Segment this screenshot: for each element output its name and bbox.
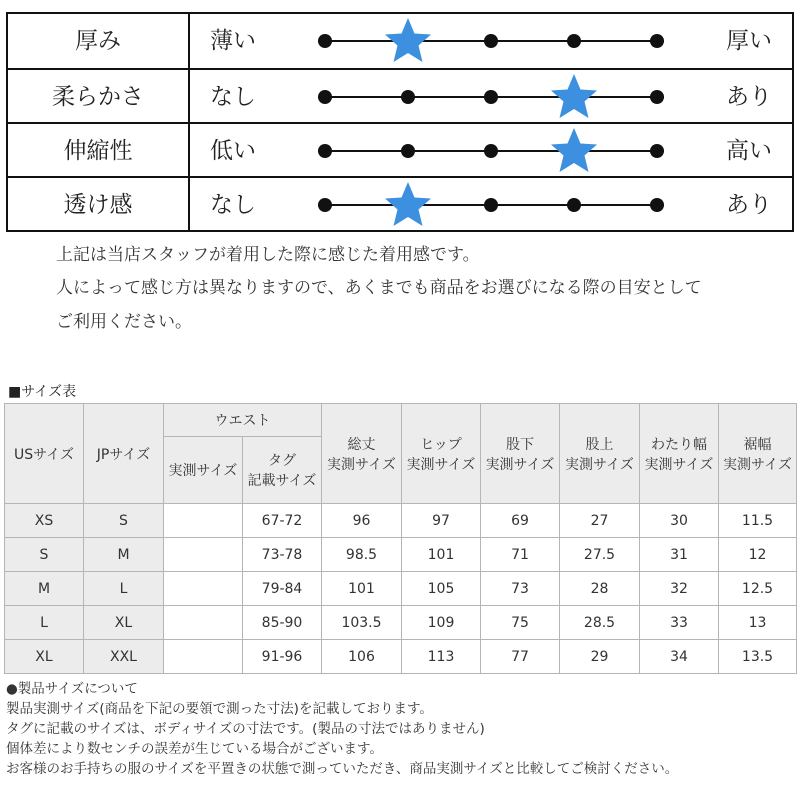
us-size-cell: S bbox=[5, 538, 84, 572]
scale-dot bbox=[401, 90, 415, 104]
rating-star-icon bbox=[550, 126, 598, 174]
measurement-cell: 69 bbox=[481, 504, 560, 538]
size-row bbox=[5, 606, 797, 640]
rating-scale bbox=[308, 70, 674, 124]
feel-rating-table bbox=[6, 12, 794, 232]
jp-size-cell: S bbox=[84, 504, 164, 538]
scale-dot bbox=[650, 34, 664, 48]
measurement-cell: 28.5 bbox=[560, 606, 640, 640]
header-sub: 実測サイズ bbox=[723, 456, 792, 473]
header-sub: 実測サイズ bbox=[327, 456, 396, 473]
measurement-cell: 101 bbox=[402, 538, 481, 572]
measurement-cell: 98.5 bbox=[322, 538, 402, 572]
header-sub: 実測サイズ bbox=[485, 456, 555, 473]
fit-note-line: 人によって感じ方は異なりますので、あくまでも商品をお選びになる際の目安として bbox=[56, 278, 702, 298]
measurement-cell: 109 bbox=[402, 606, 481, 640]
feel-label: 透け感 bbox=[63, 192, 133, 218]
feel-low-label: なし bbox=[210, 84, 256, 110]
scale-dot bbox=[401, 144, 415, 158]
scale-dot bbox=[484, 34, 498, 48]
scale-dot bbox=[567, 198, 581, 212]
scale-dot bbox=[650, 198, 664, 212]
header-total-length bbox=[322, 404, 402, 504]
measurement-cell: 34 bbox=[640, 640, 719, 674]
header-waist: ウエスト bbox=[164, 404, 322, 437]
measurement-cell: 105 bbox=[402, 572, 481, 606]
jp-size-cell: XXL bbox=[84, 640, 164, 674]
rating-star-icon bbox=[384, 16, 432, 64]
measurement-cell: 32 bbox=[640, 572, 719, 606]
header-rise bbox=[560, 404, 640, 504]
measurement-cell: 11.5 bbox=[719, 504, 797, 538]
feel-row-thickness bbox=[8, 14, 792, 68]
measurement-cell: 31 bbox=[640, 538, 719, 572]
measurement-cell: 71 bbox=[481, 538, 560, 572]
header-name: ヒップ bbox=[420, 436, 462, 453]
measurement-cell: 12 bbox=[719, 538, 797, 572]
header-thigh-width bbox=[640, 404, 719, 504]
footer-line: 個体差により数センチの誤差が生じている場合がございます。 bbox=[6, 741, 383, 757]
measurement-cell: 77 bbox=[481, 640, 560, 674]
size-row bbox=[5, 572, 797, 606]
footer-line: タグに記載のサイズは、ボディサイズの寸法です。(製品の寸法ではありません) bbox=[6, 721, 485, 737]
rating-star-icon bbox=[550, 72, 598, 120]
size-table-title: ■サイズ表 bbox=[8, 384, 77, 400]
feel-low-label: 低い bbox=[210, 138, 256, 164]
header-name: 裾幅 bbox=[743, 436, 772, 453]
waist-tag-cell: 79-84 bbox=[243, 572, 322, 606]
rating-scale bbox=[308, 124, 674, 178]
measurement-cell: 27 bbox=[560, 504, 640, 538]
size-row bbox=[5, 504, 797, 538]
size-row bbox=[5, 640, 797, 674]
measurement-cell: 12.5 bbox=[719, 572, 797, 606]
scale-dot bbox=[567, 34, 581, 48]
waist-tag-cell: 91-96 bbox=[243, 640, 322, 674]
header-hem-width bbox=[719, 404, 797, 504]
fit-note-line: 上記は当店スタッフが着用した際に感じた着用感です。 bbox=[56, 245, 480, 265]
feel-high-label: 厚い bbox=[726, 28, 772, 54]
scale-dot bbox=[318, 34, 332, 48]
waist-measured-cell bbox=[164, 538, 243, 572]
feel-label: 厚み bbox=[75, 28, 121, 54]
header-name: 股下 bbox=[506, 436, 534, 453]
header-inseam bbox=[481, 404, 560, 504]
waist-tag-cell: 73-78 bbox=[243, 538, 322, 572]
feel-row-stretch bbox=[8, 124, 792, 178]
jp-size-cell: M bbox=[84, 538, 164, 572]
measurement-cell: 27.5 bbox=[560, 538, 640, 572]
measurement-cell: 113 bbox=[402, 640, 481, 674]
scale-dot bbox=[650, 90, 664, 104]
scale-dot bbox=[484, 198, 498, 212]
header-tag-line: タグ bbox=[268, 453, 296, 469]
scale-dot bbox=[318, 198, 332, 212]
header-name: 股上 bbox=[585, 436, 614, 453]
measurement-cell: 73 bbox=[481, 572, 560, 606]
waist-measured-cell bbox=[164, 606, 243, 640]
feel-low-label: なし bbox=[210, 192, 256, 218]
header-sub: 実測サイズ bbox=[644, 456, 714, 473]
measurement-cell: 103.5 bbox=[322, 606, 402, 640]
waist-measured-cell bbox=[164, 640, 243, 674]
scale-dot bbox=[484, 90, 498, 104]
header-sub: 実測サイズ bbox=[565, 456, 634, 473]
waist-measured-cell bbox=[164, 504, 243, 538]
jp-size-cell: XL bbox=[84, 606, 164, 640]
feel-label: 柔らかさ bbox=[52, 84, 144, 110]
us-size-cell: M bbox=[5, 572, 84, 606]
us-size-cell: XS bbox=[5, 504, 84, 538]
size-table bbox=[4, 403, 797, 674]
size-table-body bbox=[5, 504, 797, 674]
header-waist-measured: 実測サイズ bbox=[164, 437, 243, 504]
header-jp-size: JPサイズ bbox=[84, 404, 164, 504]
us-size-cell: L bbox=[5, 606, 84, 640]
measurement-cell: 106 bbox=[322, 640, 402, 674]
header-sub: 実測サイズ bbox=[406, 456, 476, 473]
size-row bbox=[5, 538, 797, 572]
measurement-cell: 97 bbox=[402, 504, 481, 538]
feel-row-transparency bbox=[8, 178, 792, 232]
feel-row-softness bbox=[8, 70, 792, 124]
footer-heading: ●製品サイズについて bbox=[6, 681, 138, 697]
jp-size-cell: L bbox=[84, 572, 164, 606]
feel-high-label: あり bbox=[726, 192, 772, 218]
header-name: 総丈 bbox=[347, 436, 376, 453]
waist-measured-cell bbox=[164, 572, 243, 606]
measurement-cell: 75 bbox=[481, 606, 560, 640]
feel-high-label: 高い bbox=[726, 138, 772, 164]
rating-scale bbox=[308, 14, 674, 68]
measurement-cell: 28 bbox=[560, 572, 640, 606]
header-us-size: USサイズ bbox=[5, 404, 84, 504]
measurement-cell: 13.5 bbox=[719, 640, 797, 674]
waist-tag-cell: 85-90 bbox=[243, 606, 322, 640]
rating-star-icon bbox=[384, 180, 432, 228]
rating-scale bbox=[308, 178, 674, 232]
feel-high-label: あり bbox=[726, 84, 772, 110]
waist-tag-cell: 67-72 bbox=[243, 504, 322, 538]
scale-dot bbox=[650, 144, 664, 158]
header-tag-line: 記載サイズ bbox=[247, 473, 317, 489]
footer-line: 製品実測サイズ(商品を下記の要領で測った寸法)を記載しております。 bbox=[6, 701, 433, 717]
scale-dot bbox=[484, 144, 498, 158]
measurement-cell: 96 bbox=[322, 504, 402, 538]
measurement-cell: 13 bbox=[719, 606, 797, 640]
measurement-cell: 33 bbox=[640, 606, 719, 640]
header-name: わたり幅 bbox=[651, 436, 707, 453]
header-waist-tag bbox=[243, 437, 322, 504]
scale-dot bbox=[318, 144, 332, 158]
measurement-cell: 30 bbox=[640, 504, 719, 538]
fit-note-line: ご利用ください。 bbox=[56, 312, 192, 332]
us-size-cell: XL bbox=[5, 640, 84, 674]
footer-line: お客様のお手持ちの服のサイズを平置きの状態で測っていただき、商品実測サイズと比較してご検討ください。 bbox=[6, 761, 679, 777]
measurement-cell: 101 bbox=[322, 572, 402, 606]
scale-dot bbox=[318, 90, 332, 104]
feel-label: 伸縮性 bbox=[63, 138, 133, 164]
feel-low-label: 薄い bbox=[210, 28, 256, 54]
header-hip bbox=[402, 404, 481, 504]
measurement-cell: 29 bbox=[560, 640, 640, 674]
